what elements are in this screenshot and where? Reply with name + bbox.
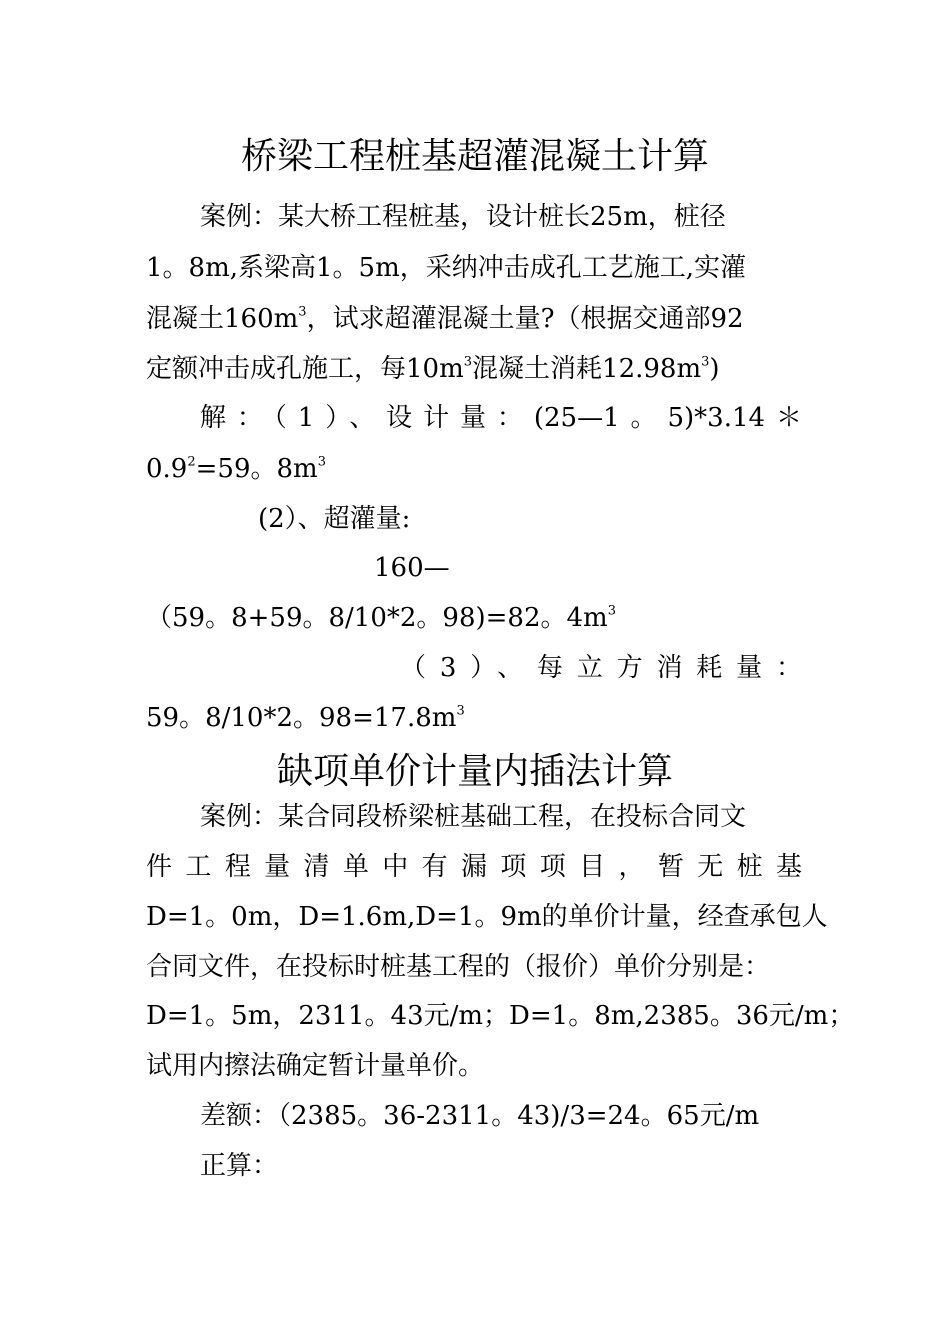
solution-step2-value: 160—: [374, 553, 450, 583]
solution-step1-result: $0.9^2=59$。$8m^3$: [146, 454, 326, 484]
case1-line4: 定额冲击成孔施工，每$10m^3$混凝土消耗$12.98m^3$): [146, 354, 720, 384]
title-interpolation: 缺项单价计量内插法计算: [276, 751, 673, 792]
case2-line6: 试用内擦法确定暂计量单价。: [146, 1051, 485, 1081]
case2-forward-calc: 正算：: [200, 1151, 279, 1181]
case2-difference: 差额：（2385。36-2311。43)/3=24。65元/m: [200, 1101, 760, 1131]
case2-line3: D=1。0m，D=1.6m,D=1。9m的单价计量，经查承包人: [146, 902, 828, 932]
case1-line3: 混凝土$160m^3$，试求超灌混凝土量?（根据交通部92: [146, 304, 744, 334]
title-pile-overpour: 桥梁工程桩基超灌混凝土计算: [240, 136, 709, 177]
case2-line5: D=1。5m，2311。43元/m；D=1。8m,2385。36元/m；: [146, 1001, 855, 1031]
solution-step3: （3）、每立方消耗量：: [400, 653, 802, 683]
case1-line1: 案例：某大桥工程桩基，设计桩长25m，桩径: [200, 202, 726, 232]
solution-step1: 解：（1）、设计量：(25—1。5)*3.14＊: [200, 403, 802, 433]
solution-step2-formula: （59。8+59。8/10*2。98)=82。$4m^3$: [146, 603, 616, 633]
case1-line2: 1。8m,系梁高1。5m，采纳冲击成孔工艺施工,实灌: [146, 253, 747, 283]
case2-line2: 件工程量清单中有漏项项目，暂无桩基: [146, 852, 802, 882]
case2-line4: 合同文件，在投标时桩基工程的（报价）单价分别是：: [146, 952, 771, 982]
case2-line1: 案例：某合同段桥梁桩基础工程，在投标合同文: [200, 802, 747, 832]
solution-step3-formula: 59。8/10*2。$98=17.8m^3$: [146, 703, 465, 733]
solution-step2: (2）、超灌量:: [258, 504, 411, 534]
